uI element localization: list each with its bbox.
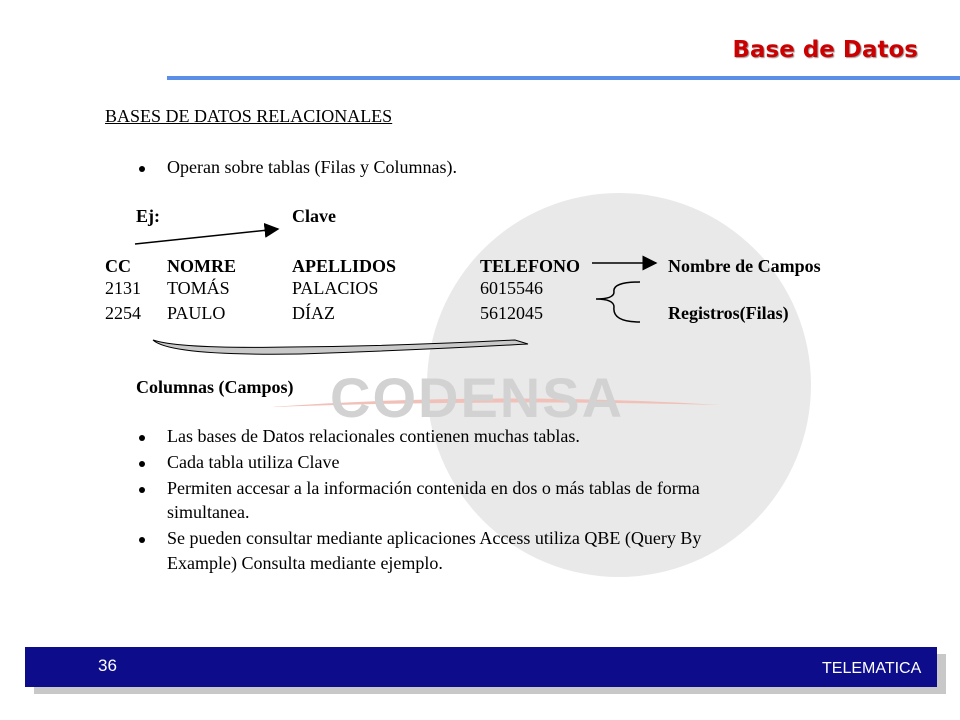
table-cell: 2131 [105,278,141,298]
table-cell: TOMÁS [167,278,230,298]
table-cell: 2254 [105,303,141,323]
bullet-text: Permiten accesar a la información contenida en dos o más tablas de forma [167,478,700,498]
field-names-label: Nombre de Campos [668,256,821,276]
bullet-dot [139,487,145,493]
table-header-nombre: NOMRE [167,256,236,276]
table-header-cc: CC [105,256,131,276]
section-heading: BASES DE DATOS RELACIONALES [105,106,393,126]
columns-curved-arrow [153,340,528,354]
table-cell: PALACIOS [292,278,379,298]
columns-label: Columnas (Campos) [136,377,294,397]
records-brace [596,282,640,322]
footer-label: TELEMATICA [822,660,922,677]
footer-bar [25,647,937,687]
intro-bullet-text: Operan sobre tablas (Filas y Columnas). [167,157,457,177]
table-header-apellidos: APELLIDOS [292,256,397,276]
example-label: Ej: [136,206,160,226]
table-cell: PAULO [167,303,226,323]
bullet-dot [139,435,145,441]
table-cell: DÍAZ [292,303,335,323]
bullet-text-continuation: Example) Consulta mediante ejemplo. [167,553,443,573]
key-arrow [135,229,278,244]
key-label: Clave [292,206,336,226]
table-cell: 6015546 [480,278,543,298]
page-number: 36 [98,656,117,675]
bullet-dot [139,461,145,467]
bullet-text-continuation: simultanea. [167,502,250,522]
records-label: Registros(Filas) [668,303,789,323]
bullet-text: Las bases de Datos relacionales contienen muchas tablas. [167,426,580,446]
table-cell: 5612045 [480,303,543,323]
bullet-text: Se pueden consultar mediante aplicaciones Access utiliza QBE (Query By [167,528,702,548]
slide-title: Base de Datos [732,37,918,63]
table-header-telefono: TELEFONO [480,256,581,276]
bullet-text: Cada tabla utiliza Clave [167,452,340,472]
bullet-dot [139,537,145,543]
watermark-logo-text: CODENSA [330,366,625,429]
